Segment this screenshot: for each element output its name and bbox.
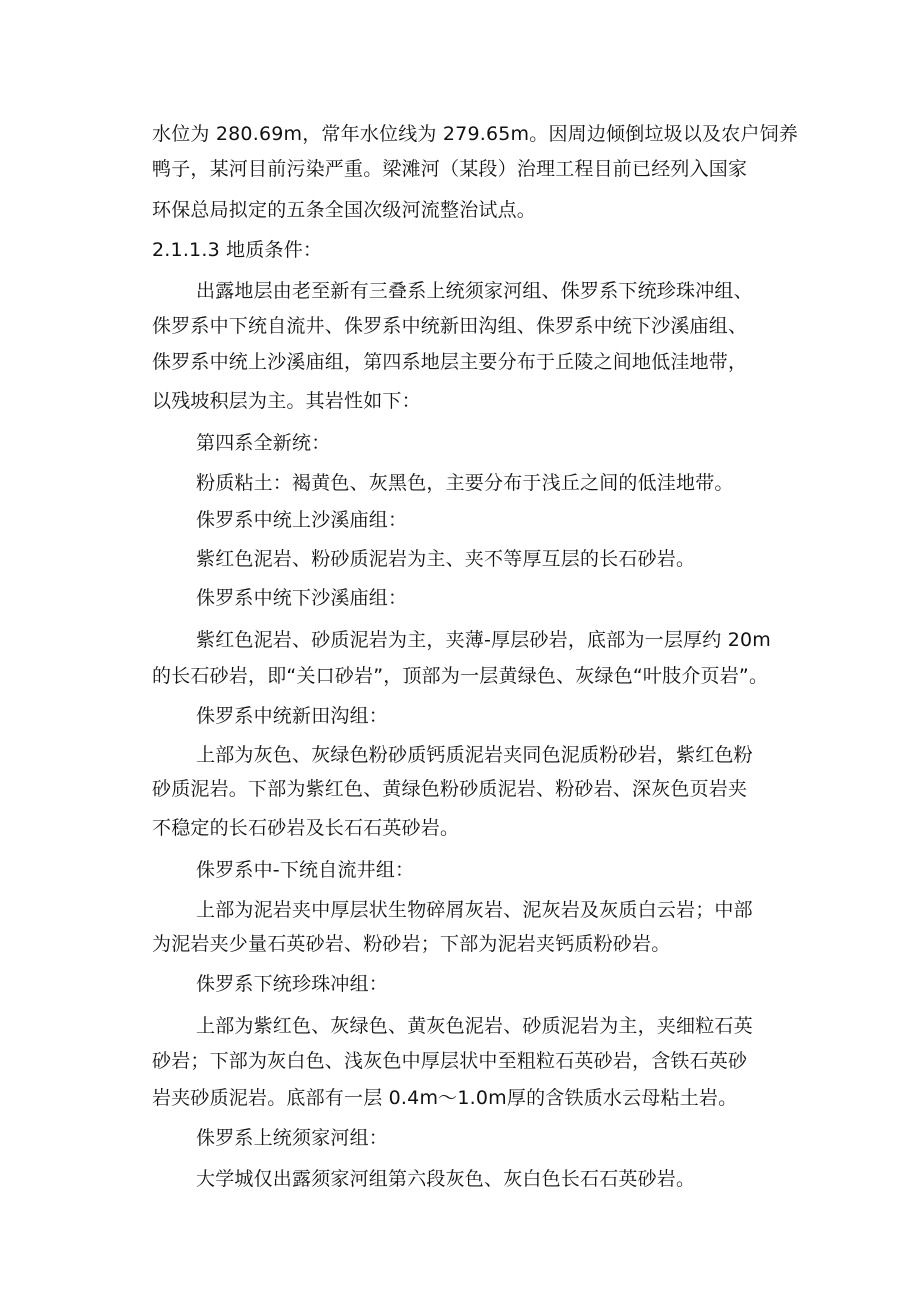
- paragraph-line-strata-3: 侏罗系中统上沙溪庙组，第四系地层主要分布于丘陵之间地低洼地带，: [152, 351, 748, 373]
- text-line-silty-clay: 粉质粘土：褐黄色、灰黑色，主要分布于浅丘之间的低洼地带。: [196, 472, 734, 494]
- paragraph-line-strata-1: 出露地层由老至新有三叠系上统须家河组、侏罗系下统珍珠冲组、: [196, 280, 753, 302]
- text-line-xintiangou-1: 上部为灰色、灰绿色粉砂质钙质泥岩夹同色泥质粉砂岩，紫红色粉: [196, 744, 753, 766]
- paragraph-line-strata-4: 以残坡积层为主。其岩性如下：: [152, 390, 421, 412]
- text-line-lower-shaximiao-1: 紫红色泥岩、砂质泥岩为主，夹薄-厚层砂岩，底部为一层厚约 20m: [196, 629, 771, 651]
- section-heading-geology: 2.1.1.3 地质条件：: [152, 239, 323, 261]
- subheading-quaternary: 第四系全新统：: [196, 432, 331, 454]
- paragraph-line-strata-2: 侏罗系中下统自流井、侏罗系中统新田沟组、侏罗系中统下沙溪庙组、: [152, 315, 748, 337]
- subheading-lower-shaximiao: 侏罗系中统下沙溪庙组：: [196, 587, 408, 609]
- text-line-zhenzhuchong-1: 上部为紫红色、灰绿色、黄灰色泥岩、砂质泥岩为主，夹细粒石英: [196, 1015, 753, 1037]
- text-line-xintiangou-3: 不稳定的长石砂岩及长石石英砂岩。: [152, 817, 460, 839]
- subheading-xintiangou: 侏罗系中统新田沟组：: [196, 705, 389, 727]
- text-line-xujiahe: 大学城仅出露须家河组第六段灰色、灰白色长石石英砂岩。: [196, 1168, 696, 1190]
- text-line-ziliujing-2: 为泥岩夹少量石英砂岩、粉砂岩；下部为泥岩夹钙质粉砂岩。: [152, 933, 671, 955]
- subheading-upper-shaximiao: 侏罗系中统上沙溪庙组：: [196, 509, 408, 531]
- text-line-zhenzhuchong-2: 砂岩；下部为灰白色、浅灰色中厚层状中至粗粒石英砂岩，含铁石英砂: [152, 1050, 748, 1072]
- subheading-xujiahe: 侏罗系上统须家河组：: [196, 1127, 389, 1149]
- text-line-upper-shaximiao: 紫红色泥岩、粉砂质泥岩为主、夹不等厚互层的长石砂岩。: [196, 548, 696, 570]
- text-line-lower-shaximiao-2: 的长石砂岩，即“关口砂岩”，顶部为一层黄绿色、灰绿色“叶肢介页岩”。: [152, 665, 769, 687]
- text-line-pollution: 鸭子，某河目前污染严重。梁滩河（某段）治理工程目前已经列入国家: [152, 158, 748, 180]
- subheading-zhenzhuchong: 侏罗系下统珍珠冲组：: [196, 973, 389, 995]
- text-line-pilot-program: 环保总局拟定的五条全国次级河流整治试点。: [152, 199, 537, 221]
- text-line-water-level: 水位为 280.69m，常年水位线为 279.65m。因周边倾倒垃圾以及农户饲养: [152, 123, 799, 145]
- text-line-xintiangou-2: 砂质泥岩。下部为紫红色、黄绿色粉砂质泥岩、粉砂岩、深灰色页岩夹: [152, 778, 748, 800]
- subheading-ziliujing: 侏罗系中-下统自流井组：: [196, 859, 415, 881]
- text-line-zhenzhuchong-3: 岩夹砂质泥岩。底部有一层 0.4m～1.0m厚的含铁质水云母粘土岩。: [152, 1087, 738, 1109]
- text-line-ziliujing-1: 上部为泥岩夹中厚层状生物碎屑灰岩、泥灰岩及灰质白云岩；中部: [196, 899, 753, 921]
